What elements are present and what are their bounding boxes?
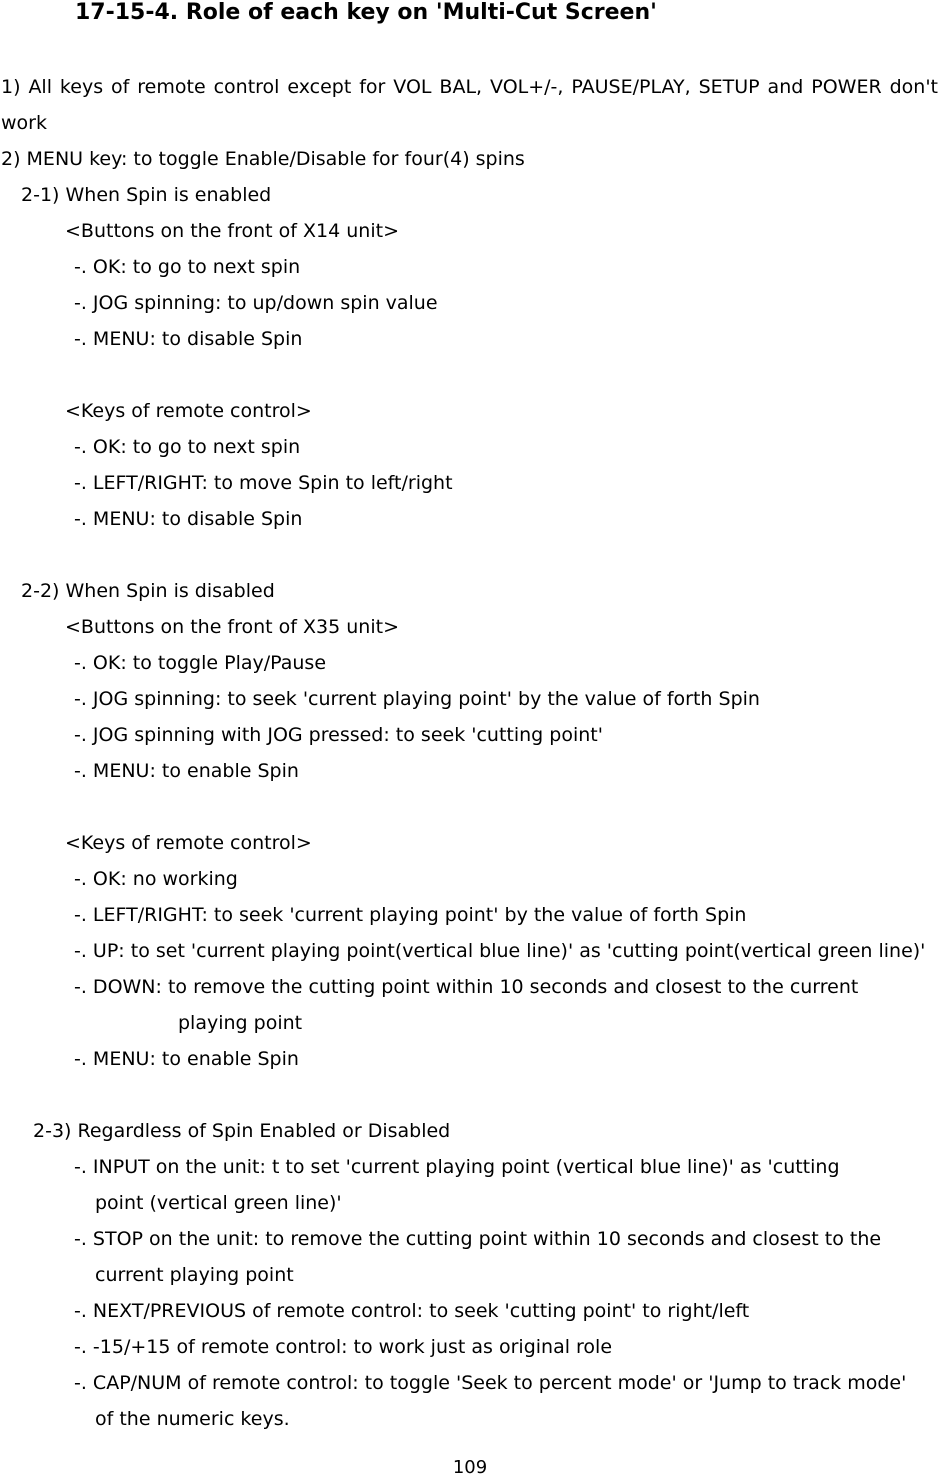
list-item: -. OK: to go to next spin [74, 256, 301, 278]
page-number: 109 [452, 1457, 488, 1478]
list-item: -. MENU: to disable Spin [74, 328, 303, 350]
list-item: -. STOP on the unit: to remove the cutting point within 10 seconds and closest to the [74, 1228, 882, 1250]
subsection-2-2-heading: 2-2) When Spin is disabled [21, 580, 275, 602]
subsection-2-3-heading: 2-3) Regardless of Spin Enabled or Disabled [33, 1120, 451, 1142]
x35-unit-buttons-heading: <Buttons on the front of X35 unit> [65, 616, 399, 638]
list-item: -. OK: to go to next spin [74, 436, 301, 458]
list-item-continuation: point (vertical green line)' [95, 1192, 342, 1214]
list-item-continuation: of the numeric keys. [95, 1408, 290, 1430]
list-item: -. LEFT/RIGHT: to move Spin to left/right [74, 472, 453, 494]
list-item: -. LEFT/RIGHT: to seek 'current playing point' by the value of forth Spin [74, 904, 747, 926]
list-item: -. CAP/NUM of remote control: to toggle 'Seek to percent mode' or 'Jump to track mode' [74, 1372, 907, 1394]
section-title: 17-15-4. Role of each key on 'Multi-Cut Screen' [75, 0, 657, 25]
remote-keys-heading: <Keys of remote control> [65, 400, 312, 422]
list-item: -. NEXT/PREVIOUS of remote control: to seek 'cutting point' to right/left [74, 1300, 750, 1322]
list-item: -. MENU: to enable Spin [74, 1048, 299, 1070]
list-item: -. OK: no working [74, 868, 238, 890]
item-1-line-1: 1) All keys of remote control except for VOL BAL, VOL+/-, PAUSE/PLAY, SETUP and POWER don't [1, 76, 938, 98]
x14-unit-buttons-heading: <Buttons on the front of X14 unit> [65, 220, 399, 242]
list-item: -. MENU: to enable Spin [74, 760, 299, 782]
list-item: -. -15/+15 of remote control: to work just as original role [74, 1336, 613, 1358]
list-item: -. JOG spinning: to up/down spin value [74, 292, 438, 314]
item-1-line-2: work [1, 112, 47, 134]
list-item: -. JOG spinning: to seek 'current playing point' by the value of forth Spin [74, 688, 760, 710]
item-2-heading: 2) MENU key: to toggle Enable/Disable for four(4) spins [1, 148, 525, 170]
list-item-continuation: playing point [178, 1012, 303, 1034]
list-item: -. MENU: to disable Spin [74, 508, 303, 530]
list-item: -. OK: to toggle Play/Pause [74, 652, 327, 674]
list-item-continuation: current playing point [95, 1264, 294, 1286]
list-item: -. INPUT on the unit: t to set 'current playing point (vertical blue line)' as 'cutting [74, 1156, 840, 1178]
list-item: -. DOWN: to remove the cutting point within 10 seconds and closest to the current [74, 976, 859, 998]
list-item: -. UP: to set 'current playing point(vertical blue line)' as 'cutting point(vertical green line)' [74, 940, 926, 962]
subsection-2-1-heading: 2-1) When Spin is enabled [21, 184, 272, 206]
remote-keys-heading: <Keys of remote control> [65, 832, 312, 854]
list-item: -. JOG spinning with JOG pressed: to seek 'cutting point' [74, 724, 603, 746]
